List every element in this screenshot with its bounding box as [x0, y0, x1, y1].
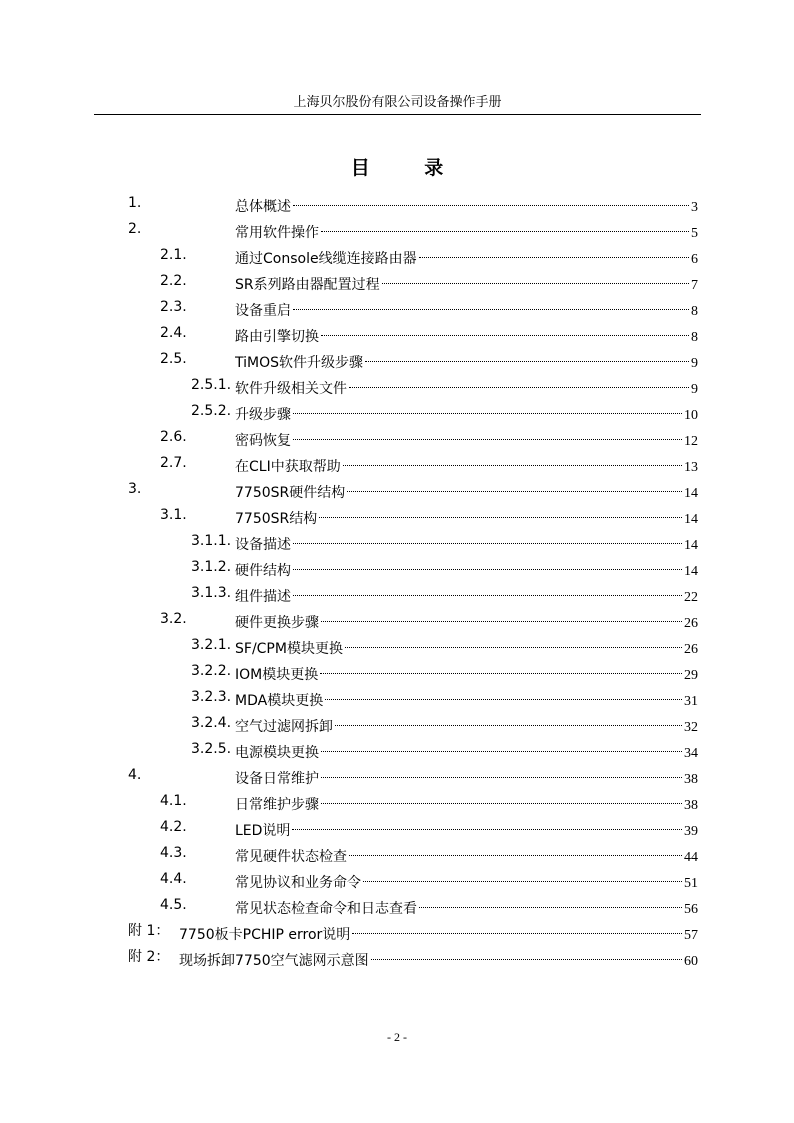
toc-entry-number: 2.2. [160, 273, 187, 289]
dot-leader [293, 190, 689, 206]
toc-entry-number: 2.5. [160, 351, 187, 367]
toc-entry-page: 38 [684, 772, 698, 787]
toc-entry[interactable] [0, 710, 794, 736]
toc-entry-number: 附 2： [128, 949, 170, 965]
toc-entry[interactable] [0, 840, 794, 866]
toc-entry-page: 26 [684, 616, 698, 631]
toc-entry[interactable] [0, 632, 794, 658]
dot-leader [347, 476, 682, 492]
dot-leader [321, 320, 689, 336]
dot-leader [321, 216, 689, 232]
toc-entry-number: 3.2.3. [191, 689, 232, 705]
toc-entry[interactable] [0, 398, 794, 424]
toc-entry-page: 57 [684, 928, 698, 943]
dot-leader [325, 684, 682, 700]
dot-leader [320, 658, 682, 674]
dot-leader [343, 450, 682, 466]
page-footer [0, 1030, 794, 1045]
toc-entry-title: 在CLI中获取帮助 [235, 459, 341, 475]
toc-entry-title: IOM模块更换 [235, 667, 319, 683]
dot-leader [419, 242, 689, 258]
toc-entry-number: 2.7. [160, 455, 187, 471]
dot-leader [349, 372, 689, 388]
toc-entry-number: 3.2.2. [191, 663, 232, 679]
toc-entry-title: 设备日常维护 [235, 771, 319, 787]
toc-entry-page: 31 [684, 694, 698, 709]
toc-entry-title: 电源模块更换 [235, 745, 319, 761]
toc-entry[interactable] [0, 736, 794, 762]
toc-entry-number: 2. [128, 221, 142, 237]
toc-entry-page: 6 [691, 252, 698, 267]
toc-entry-title: 硬件结构 [235, 563, 291, 579]
toc-entry-title: 组件描述 [235, 589, 291, 605]
toc-entry[interactable] [0, 814, 794, 840]
toc-entry-number: 3. [128, 481, 142, 497]
header-title: 上海贝尔股份有限公司设备操作手册 [293, 95, 502, 110]
toc-entry[interactable] [0, 476, 794, 502]
toc-entry[interactable] [0, 294, 794, 320]
toc-entry-title: MDA模块更换 [235, 693, 324, 709]
toc-entry-title: 密码恢复 [235, 433, 291, 449]
toc-entry-title: SR系列路由器配置过程 [235, 277, 380, 293]
toc-entry[interactable] [0, 372, 794, 398]
dot-leader [293, 554, 682, 570]
toc-entry-title: 设备描述 [235, 537, 291, 553]
toc-entry-page: 9 [691, 356, 698, 371]
toc-entry-number: 2.5.2. [191, 403, 232, 419]
toc-entry-link[interactable] [179, 944, 698, 975]
toc-entry-page: 38 [684, 798, 698, 813]
toc-entry-number: 2.3. [160, 299, 187, 315]
toc-entry-number: 3.2.4. [191, 715, 232, 731]
toc-entry-page: 44 [684, 850, 698, 865]
toc-entry-number: 3.2.1. [191, 637, 232, 653]
toc-entry-number: 1. [128, 195, 142, 211]
dot-leader [319, 502, 682, 518]
toc-entry-page: 9 [691, 382, 698, 397]
toc-entry-number: 3.1.1. [191, 533, 232, 549]
toc-entry-title: 7750板卡PCHIP error说明 [179, 927, 351, 943]
toc-entry-page: 29 [684, 668, 698, 683]
dot-leader [419, 892, 682, 908]
toc-entry-title: 硬件更换步骤 [235, 615, 319, 631]
toc-entry[interactable] [0, 320, 794, 346]
toc-entry-title: 常见状态检查命令和日志查看 [235, 901, 417, 917]
toc-entry-page: 14 [684, 486, 698, 501]
toc-entry[interactable] [0, 450, 794, 476]
toc-entry-title: 总体概述 [235, 199, 291, 215]
toc-entry-number: 3.2. [160, 611, 187, 627]
toc-entry-page: 14 [684, 564, 698, 579]
toc-entry-page: 56 [684, 902, 698, 917]
toc-entry-page: 60 [684, 954, 698, 969]
toc-entry-number: 4.1. [160, 793, 187, 809]
toc-entry-page: 7 [691, 278, 698, 293]
dot-leader [371, 944, 682, 960]
toc-entry-number: 4. [128, 767, 142, 783]
toc-entry-title: 常见协议和业务命令 [235, 875, 361, 891]
dot-leader [352, 918, 682, 934]
toc-entry-title: LED说明 [235, 823, 291, 839]
toc-entry[interactable] [0, 944, 794, 970]
toc-entry[interactable] [0, 788, 794, 814]
toc-entry-title: 路由引擎切换 [235, 329, 319, 345]
toc-entry[interactable] [0, 892, 794, 918]
toc-entry[interactable] [0, 658, 794, 684]
toc-entry-title: 现场拆卸7750空气滤网示意图 [179, 953, 369, 969]
toc-entry-page: 26 [684, 642, 698, 657]
dot-leader [349, 840, 682, 856]
toc-entry-number: 3.1. [160, 507, 187, 523]
toc-entry-title: 设备重启 [235, 303, 291, 319]
toc-entry[interactable] [0, 554, 794, 580]
toc-entry-page: 3 [691, 200, 698, 215]
dot-leader [321, 762, 682, 778]
dot-leader [293, 580, 682, 596]
toc-entry-number: 4.4. [160, 871, 187, 887]
toc-entry-number: 2.4. [160, 325, 187, 341]
toc-entry[interactable] [0, 528, 794, 554]
dot-leader [345, 632, 682, 648]
toc-entry-page: 13 [684, 460, 698, 475]
toc-entry[interactable] [0, 424, 794, 450]
dot-leader [382, 268, 689, 284]
toc-entry[interactable] [0, 580, 794, 606]
dot-leader [293, 528, 682, 544]
toc-entry-page: 22 [684, 590, 698, 605]
toc-entry[interactable] [0, 866, 794, 892]
toc-entry-page: 32 [684, 720, 698, 735]
dot-leader [321, 736, 682, 752]
table-of-contents [0, 190, 794, 970]
dot-leader [321, 788, 682, 804]
toc-entry-title: 软件升级相关文件 [235, 381, 347, 397]
dot-leader [335, 710, 682, 726]
toc-entry-number: 4.5. [160, 897, 187, 913]
page-number: - 2 - [387, 1030, 407, 1044]
toc-heading: 目 录 [350, 157, 468, 179]
toc-entry[interactable] [0, 918, 794, 944]
toc-entry[interactable] [0, 684, 794, 710]
toc-entry[interactable] [0, 762, 794, 788]
page-header [94, 93, 701, 115]
toc-entry-page: 14 [684, 538, 698, 553]
toc-entry-number: 2.5.1. [191, 377, 232, 393]
toc-entry-number: 2.1. [160, 247, 187, 263]
toc-entry-number: 附 1： [128, 923, 170, 939]
toc-entry-page: 51 [684, 876, 698, 891]
toc-entry-title: TiMOS软件升级步骤 [235, 355, 363, 371]
toc-entry-page: 12 [684, 434, 698, 449]
toc-entry[interactable] [0, 606, 794, 632]
dot-leader [363, 866, 682, 882]
dot-leader [293, 424, 682, 440]
toc-entry-title: 常用软件操作 [235, 225, 319, 241]
toc-entry-page: 5 [691, 226, 698, 241]
dot-leader [321, 606, 682, 622]
toc-entry-number: 3.1.2. [191, 559, 232, 575]
toc-entry-page: 14 [684, 512, 698, 527]
toc-entry[interactable] [0, 268, 794, 294]
toc-entry-title: 通过Console线缆连接路由器 [235, 251, 417, 267]
toc-entry[interactable] [0, 242, 794, 268]
toc-entry[interactable] [0, 216, 794, 242]
dot-leader [292, 814, 682, 830]
toc-entry-page: 8 [691, 330, 698, 345]
toc-entry-number: 3.2.5. [191, 741, 232, 757]
toc-entry-title: 常见硬件状态检查 [235, 849, 347, 865]
toc-entry-page: 34 [684, 746, 698, 761]
toc-entry-number: 3.1.3. [191, 585, 232, 601]
dot-leader [293, 294, 689, 310]
toc-entry-title: 7750SR结构 [235, 511, 318, 527]
toc-entry-number: 4.2. [160, 819, 187, 835]
toc-entry-title: 7750SR硬件结构 [235, 485, 346, 501]
toc-entry-number: 2.6. [160, 429, 187, 445]
toc-entry[interactable] [0, 190, 794, 216]
toc-entry[interactable] [0, 502, 794, 528]
dot-leader [293, 398, 682, 414]
toc-entry-title: SF/CPM模块更换 [235, 641, 343, 657]
toc-entry-page: 39 [684, 824, 698, 839]
dot-leader [365, 346, 689, 362]
toc-entry-page: 10 [684, 408, 698, 423]
toc-entry-title: 升级步骤 [235, 407, 291, 423]
toc-entry-title: 空气过滤网拆卸 [235, 719, 333, 735]
toc-entry-title: 日常维护步骤 [235, 797, 319, 813]
toc-entry-number: 4.3. [160, 845, 187, 861]
toc-entry[interactable] [0, 346, 794, 372]
toc-entry-page: 8 [691, 304, 698, 319]
